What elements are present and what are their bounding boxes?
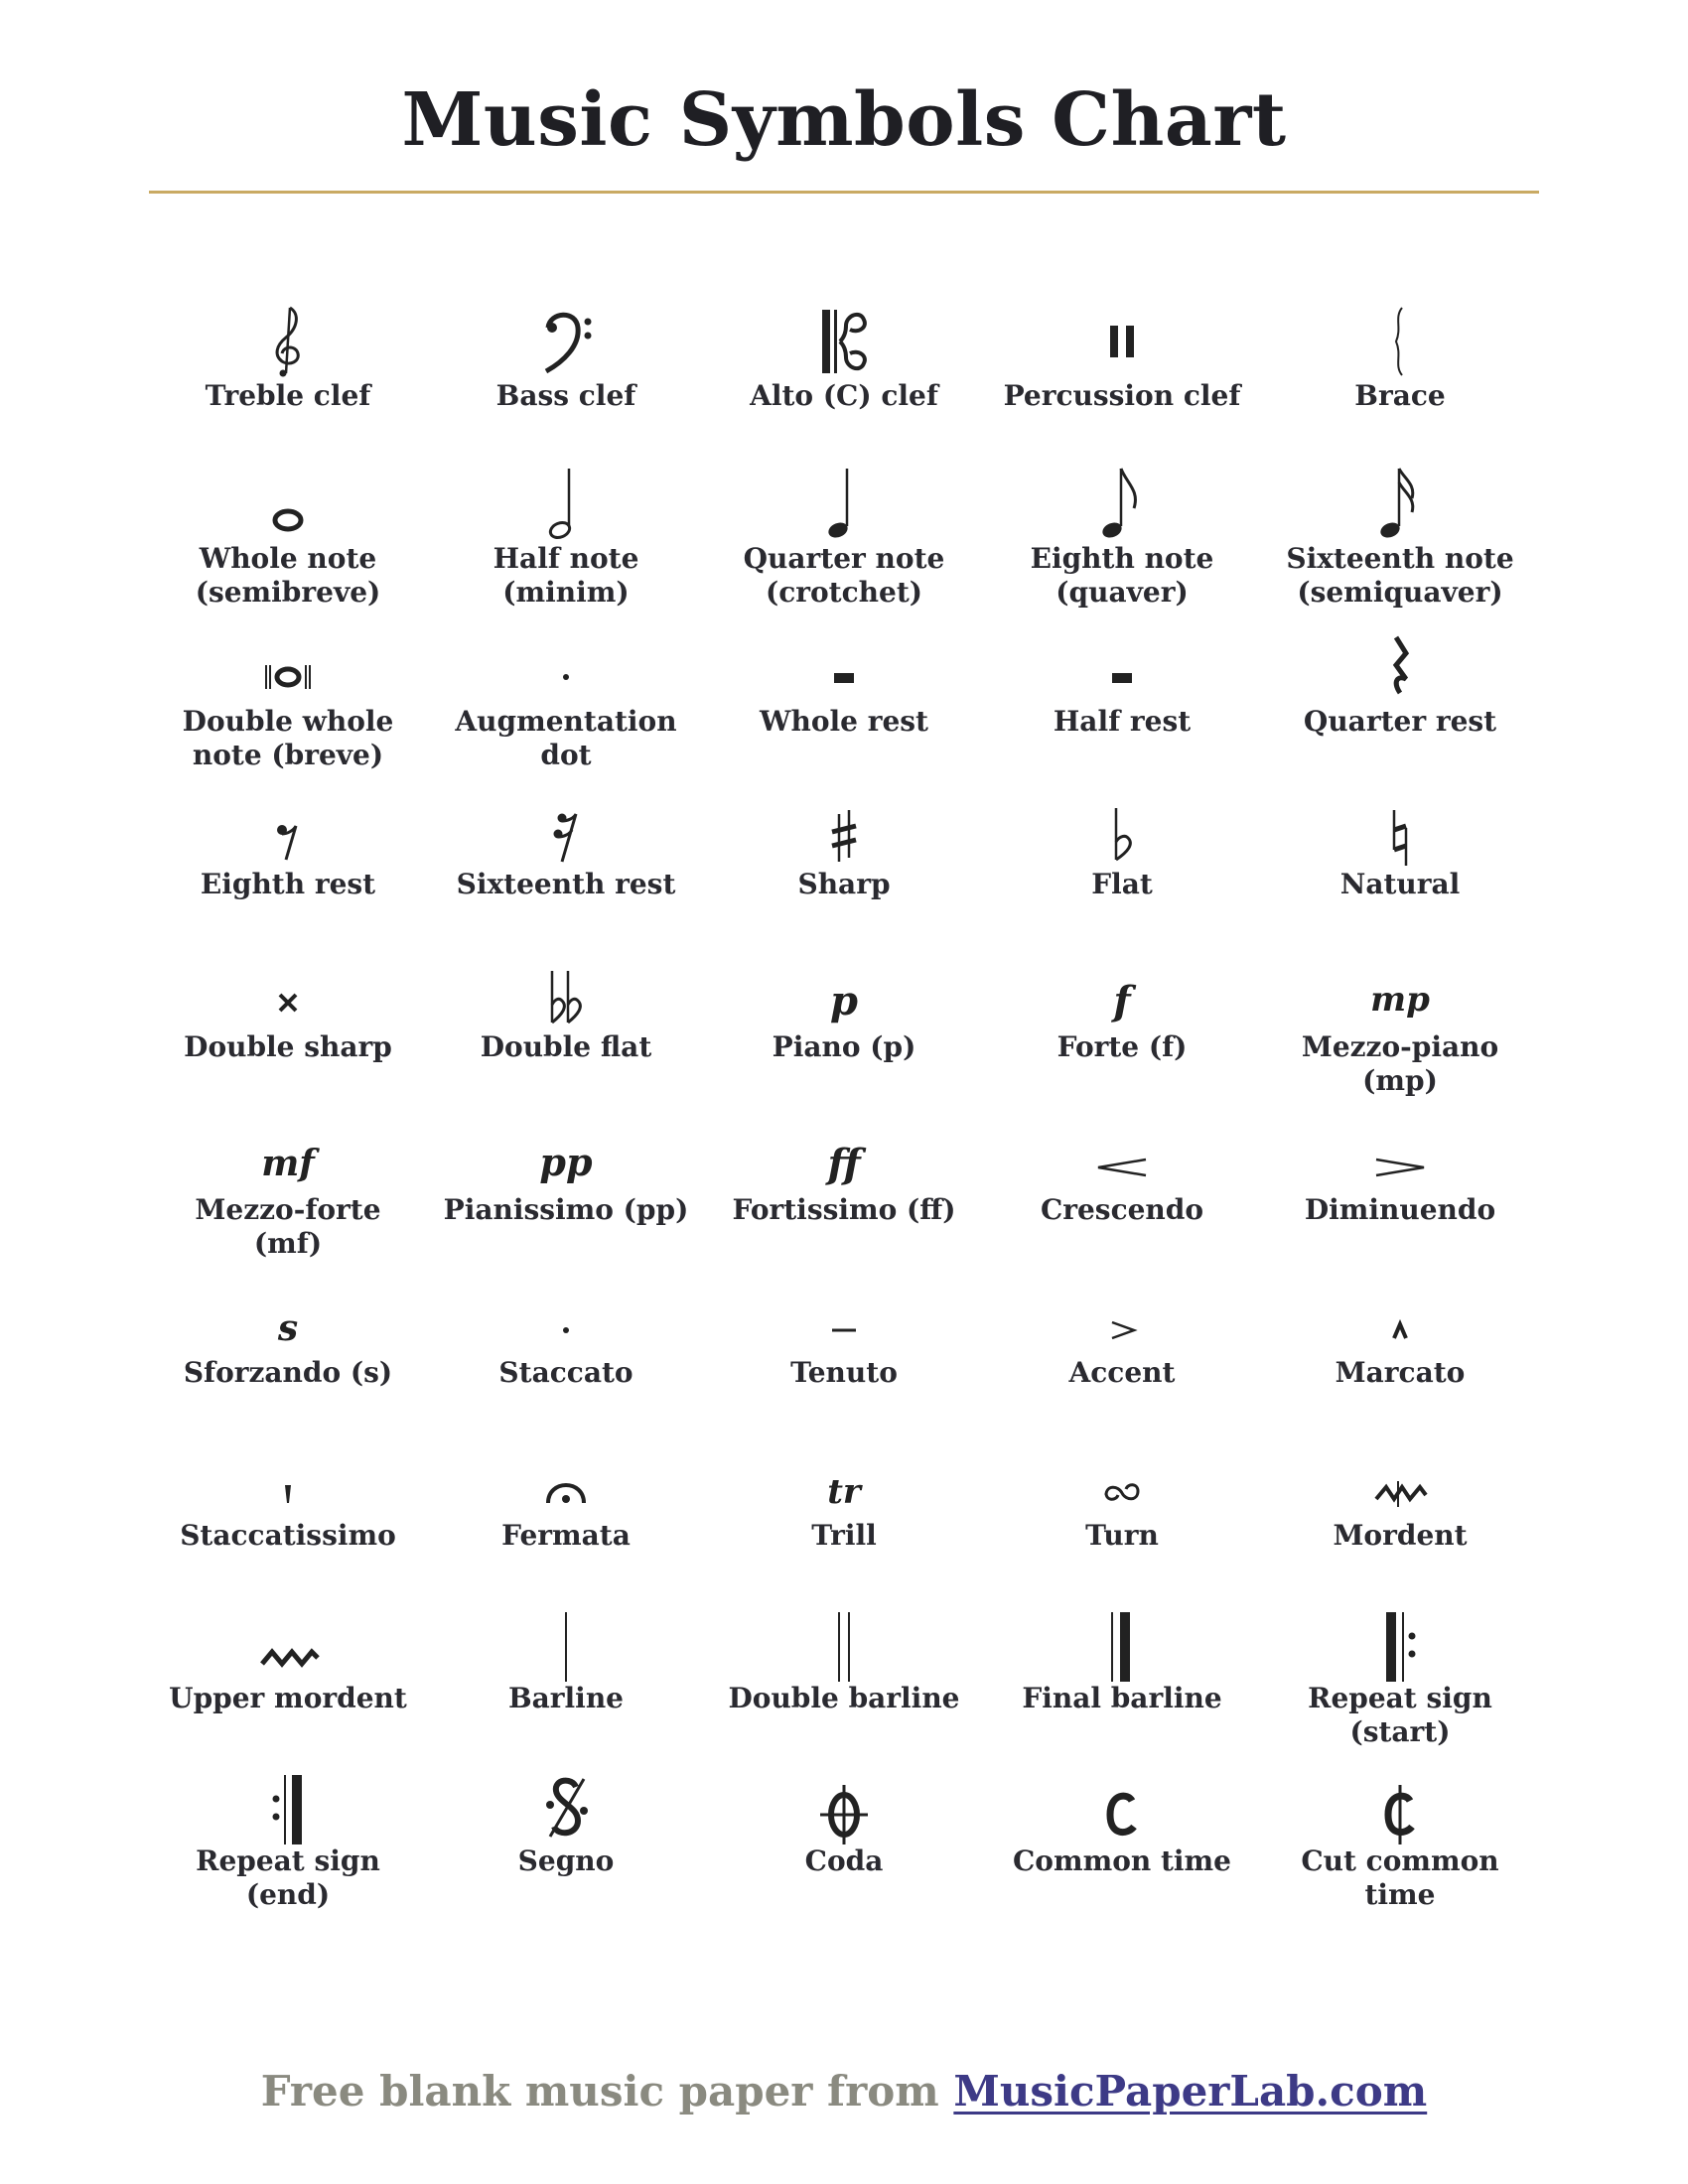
- symbol-cell: [1261, 1437, 1539, 1600]
- symbol-cell: [149, 1437, 427, 1600]
- mezzo-piano-icon: [1340, 949, 1460, 1032]
- symbol-label: Double barline: [728, 1682, 960, 1714]
- marcato-icon: [1340, 1275, 1460, 1358]
- symbol-cell: [983, 461, 1261, 623]
- symbol-cell: [1261, 298, 1539, 461]
- symbol-label: Bass clef: [495, 379, 636, 412]
- page-title: Music Symbols Chart: [401, 77, 1287, 163]
- symbol-cell: [427, 1437, 705, 1600]
- symbol-label: Diminuendo: [1304, 1193, 1496, 1226]
- symbol-label: Forte (f): [1056, 1030, 1188, 1063]
- symbol-cell: [705, 461, 983, 623]
- symbol-label: Augmentation dot: [455, 705, 677, 771]
- fortissimo-icon: [784, 1112, 904, 1195]
- symbol-cell: [705, 298, 983, 461]
- flat-icon: [1062, 786, 1182, 870]
- symbol-cell: [705, 1275, 983, 1437]
- symbol-label: Double whole note (breve): [182, 705, 394, 771]
- symbol-cell: [427, 461, 705, 623]
- symbol-cell: [983, 1112, 1261, 1275]
- symbol-label: Repeat sign (end): [196, 1844, 380, 1911]
- symbol-cell: [1261, 1112, 1539, 1275]
- symbol-cell: [427, 298, 705, 461]
- repeat-start-icon: [1340, 1600, 1460, 1684]
- symbol-cell: [983, 1600, 1261, 1763]
- double-sharp-icon: [228, 949, 348, 1032]
- fermata-icon: [506, 1437, 626, 1521]
- percussion-clef-icon: [1062, 298, 1182, 381]
- whole-note-icon: [228, 461, 348, 544]
- svg-text:ff: ff: [827, 1141, 861, 1187]
- turn-icon: [1062, 1437, 1182, 1521]
- double-whole-note-icon: [228, 623, 348, 707]
- common-time-icon: [1062, 1763, 1182, 1846]
- symbol-label: Fermata: [501, 1519, 631, 1552]
- footer-link[interactable]: MusicPaperLab.com: [953, 2067, 1428, 2116]
- symbol-label: Fortissimo (ff): [732, 1193, 956, 1226]
- footer-text: Free blank music paper from: [260, 2067, 954, 2116]
- sixteenth-rest-icon: [506, 786, 626, 870]
- symbol-label: Piano (p): [772, 1030, 916, 1063]
- pianissimo-icon: [506, 1112, 626, 1195]
- whole-rest-icon: [784, 623, 904, 707]
- symbol-label: Mezzo-forte (mf): [195, 1193, 381, 1260]
- upper-mordent-icon: [228, 1600, 348, 1684]
- symbol-label: Eighth rest: [200, 868, 376, 900]
- symbol-label: Sixteenth note (semiquaver): [1286, 542, 1514, 609]
- symbol-grid: [149, 298, 1539, 1926]
- symbol-cell: [149, 298, 427, 461]
- symbol-label: Staccatissimo: [180, 1519, 396, 1552]
- symbol-label: Mordent: [1333, 1519, 1468, 1552]
- svg-text:mf: mf: [261, 1143, 315, 1184]
- symbol-label: Cut common time: [1301, 1844, 1499, 1911]
- alto-clef-icon: [784, 298, 904, 381]
- symbol-label: Eighth note (quaver): [1030, 542, 1214, 609]
- symbol-label: Pianissimo (pp): [443, 1193, 689, 1226]
- symbol-cell: [427, 623, 705, 786]
- title-divider: [149, 191, 1539, 194]
- symbol-label: Half note (minim): [492, 542, 639, 609]
- symbol-cell: [427, 1763, 705, 1926]
- symbol-cell: [705, 1600, 983, 1763]
- quarter-rest-icon: [1340, 623, 1460, 707]
- quarter-note-icon: [784, 461, 904, 544]
- diminuendo-icon: [1340, 1112, 1460, 1195]
- symbol-cell: [1261, 786, 1539, 949]
- svg-text:f: f: [1113, 978, 1131, 1024]
- symbol-cell: [149, 1112, 427, 1275]
- augmentation-dot-icon: [506, 623, 626, 707]
- symbol-label: Tenuto: [790, 1356, 898, 1389]
- symbol-cell: [983, 298, 1261, 461]
- symbol-label: Double flat: [480, 1030, 652, 1063]
- svg-text:p: p: [830, 978, 858, 1024]
- symbol-cell: [1261, 623, 1539, 786]
- symbol-label: Sixteenth rest: [456, 868, 676, 900]
- symbol-cell: [1261, 1600, 1539, 1763]
- piano-icon: [784, 949, 904, 1032]
- symbol-cell: [705, 949, 983, 1112]
- half-note-icon: [506, 461, 626, 544]
- symbol-label: Trill: [811, 1519, 877, 1552]
- eighth-rest-icon: [228, 786, 348, 870]
- footer: [0, 2067, 1688, 2116]
- symbol-cell: [705, 1112, 983, 1275]
- trill-icon: [784, 1437, 904, 1521]
- symbol-label: Treble clef: [205, 379, 371, 412]
- eighth-note-icon: [1062, 461, 1182, 544]
- symbol-label: Whole note (semibreve): [195, 542, 381, 609]
- symbol-cell: [983, 623, 1261, 786]
- crescendo-icon: [1062, 1112, 1182, 1195]
- symbol-cell: [427, 1275, 705, 1437]
- symbol-label: Whole rest: [760, 705, 928, 738]
- symbol-cell: [983, 786, 1261, 949]
- symbol-label: Coda: [804, 1844, 884, 1877]
- repeat-end-icon: [228, 1763, 348, 1846]
- symbol-cell: [983, 949, 1261, 1112]
- symbol-cell: [149, 786, 427, 949]
- tenuto-icon: [784, 1275, 904, 1358]
- symbol-cell: [149, 949, 427, 1112]
- symbol-label: Quarter note (crotchet): [743, 542, 945, 609]
- forte-icon: [1062, 949, 1182, 1032]
- svg-text:s: s: [277, 1307, 299, 1349]
- symbol-cell: [427, 1112, 705, 1275]
- symbol-label: Mezzo-piano (mp): [1301, 1030, 1499, 1097]
- symbol-label: Crescendo: [1040, 1193, 1204, 1226]
- symbol-label: Sharp: [797, 868, 891, 900]
- symbol-label: Double sharp: [184, 1030, 392, 1063]
- symbol-label: Final barline: [1022, 1682, 1222, 1714]
- svg-text:mp: mp: [1370, 980, 1430, 1020]
- symbol-cell: [427, 949, 705, 1112]
- symbol-cell: [149, 1600, 427, 1763]
- final-barline-icon: [1062, 1600, 1182, 1684]
- symbol-cell: [1261, 1275, 1539, 1437]
- segno-icon: [506, 1763, 626, 1846]
- symbol-label: Segno: [517, 1844, 615, 1877]
- symbol-label: Repeat sign (start): [1308, 1682, 1492, 1748]
- staccato-icon: [506, 1275, 626, 1358]
- mezzo-forte-icon: [228, 1112, 348, 1195]
- cut-common-time-icon: [1340, 1763, 1460, 1846]
- symbol-label: Upper mordent: [169, 1682, 407, 1714]
- barline-icon: [506, 1600, 626, 1684]
- treble-clef-icon: [228, 298, 348, 381]
- symbol-cell: [149, 1763, 427, 1926]
- symbol-cell: [1261, 461, 1539, 623]
- symbol-cell: [705, 786, 983, 949]
- symbol-label: Sforzando (s): [183, 1356, 393, 1389]
- symbol-label: Brace: [1354, 379, 1446, 412]
- symbol-cell: [705, 623, 983, 786]
- mordent-icon: [1340, 1437, 1460, 1521]
- staccatissimo-icon: [228, 1437, 348, 1521]
- symbol-label: Alto (C) clef: [750, 379, 938, 412]
- symbol-label: Turn: [1085, 1519, 1159, 1552]
- half-rest-icon: [1062, 623, 1182, 707]
- symbol-cell: [983, 1437, 1261, 1600]
- brace-icon: [1340, 298, 1460, 381]
- symbol-cell: [149, 1275, 427, 1437]
- sforzando-icon: [228, 1275, 348, 1358]
- symbol-cell: [149, 461, 427, 623]
- natural-icon: [1340, 786, 1460, 870]
- coda-icon: [784, 1763, 904, 1846]
- svg-text:tr: tr: [827, 1472, 861, 1512]
- bass-clef-icon: [506, 298, 626, 381]
- svg-text:pp: pp: [539, 1140, 593, 1184]
- symbol-label: Natural: [1339, 868, 1461, 900]
- symbol-label: Percussion clef: [1003, 379, 1241, 412]
- symbol-cell: [983, 1763, 1261, 1926]
- symbol-label: Barline: [507, 1682, 624, 1714]
- symbol-label: Common time: [1012, 1844, 1231, 1877]
- symbol-cell: [705, 1763, 983, 1926]
- symbol-cell: [983, 1275, 1261, 1437]
- symbol-label: Staccato: [498, 1356, 633, 1389]
- symbol-cell: [149, 623, 427, 786]
- symbol-label: Marcato: [1335, 1356, 1466, 1389]
- double-flat-icon: [506, 949, 626, 1032]
- double-barline-icon: [784, 1600, 904, 1684]
- accent-icon: [1062, 1275, 1182, 1358]
- symbol-label: Accent: [1068, 1356, 1176, 1389]
- symbol-label: Flat: [1091, 868, 1153, 900]
- symbol-cell: [1261, 949, 1539, 1112]
- symbol-cell: [427, 1600, 705, 1763]
- sixteenth-note-icon: [1340, 461, 1460, 544]
- symbol-cell: [1261, 1763, 1539, 1926]
- symbol-cell: [705, 1437, 983, 1600]
- symbol-cell: [427, 786, 705, 949]
- sharp-icon: [784, 786, 904, 870]
- symbol-label: Half rest: [1053, 705, 1192, 738]
- symbol-label: Quarter rest: [1303, 705, 1497, 738]
